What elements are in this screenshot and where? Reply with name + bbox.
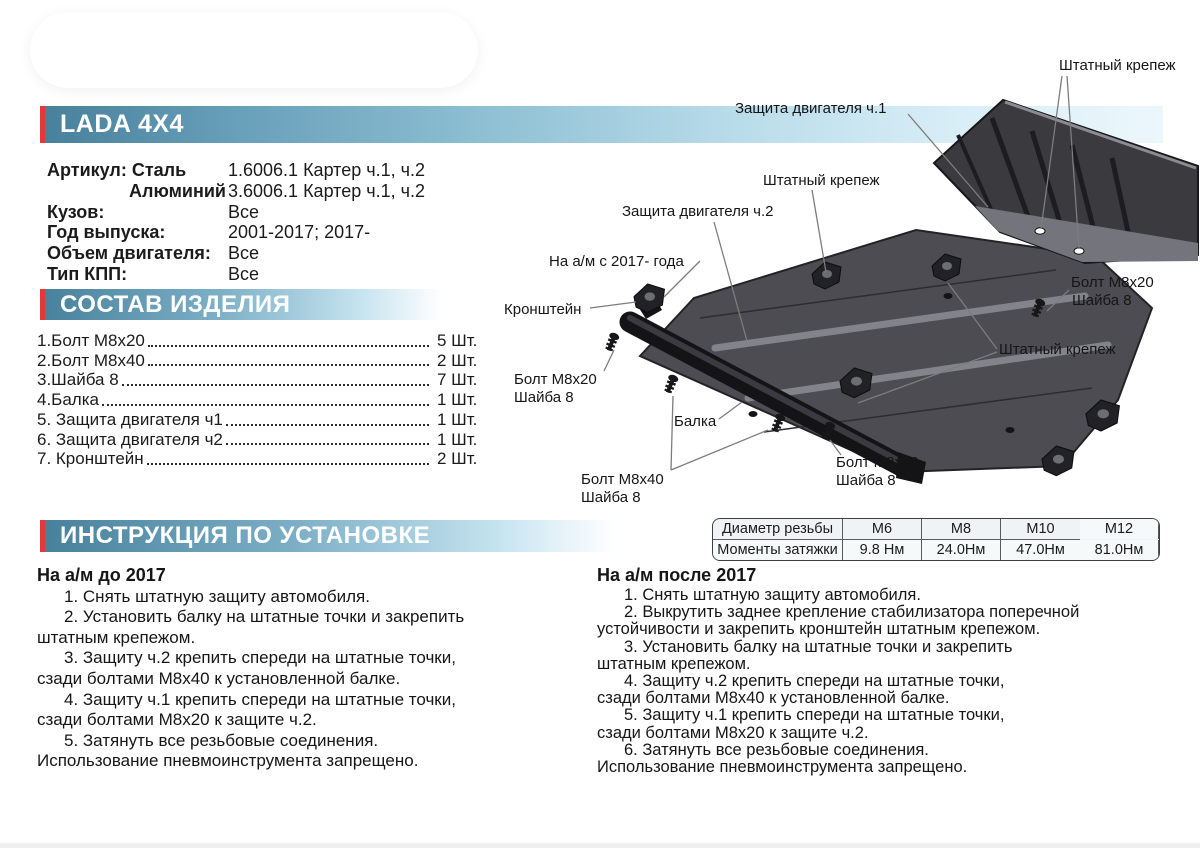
spec-row: Объем двигателя: Все (47, 243, 260, 264)
parts-title-bar (40, 289, 442, 320)
instructions-column-pre2017 (37, 565, 582, 772)
torque-table-cell: М10 (1001, 519, 1080, 540)
torque-table (712, 518, 1160, 561)
parts-list-item: 2.Болт М8х40 2 Шт. (37, 350, 478, 370)
torque-table-cell: 81.0Нм (1080, 540, 1159, 560)
torque-table-cell: 24.0Нм (922, 540, 1001, 560)
instruction-line: штатным крепежом. (597, 654, 751, 673)
instruction-line: сзади болтами М8х40 к установленной балке. (37, 668, 401, 688)
instruction-line: 1. Снять штатную защиту автомобиля. (64, 586, 370, 606)
spec-row: Кузов: Все (47, 201, 260, 222)
instruction-line: Использование пневмоинструмента запрещено. (37, 751, 419, 771)
instructions-column-post2017 (597, 565, 1192, 776)
parts-list-item: 3.Шайба 8 7 Шт. (37, 370, 478, 390)
diagram-label: На а/м с 2017- года (549, 253, 684, 270)
diagram-label: Штатный крепеж (999, 341, 1116, 358)
bolt-icon (663, 373, 680, 394)
spec-row: Алюминий 3.6006.1 Картер ч.1, ч.2 (129, 180, 426, 201)
parts-list-item: 4.Балка 1 Шт. (37, 390, 478, 410)
instruction-line: Использование пневмоинструмента запрещено. (597, 758, 968, 777)
model-title: LADA 4X4 (60, 110, 184, 138)
torque-table-cell: М8 (922, 519, 1001, 540)
red-accent-stripe (40, 520, 45, 552)
parts-list-item: 5. Защита двигателя ч1 1 Шт. (37, 409, 478, 429)
instruction-line: 1. Снять штатную защиту автомобиля. (624, 586, 921, 604)
instruction-line: 5. Защиту ч.1 крепить спереди на штатные точки, (624, 706, 1005, 725)
instructions-heading-pre2017: На а/м до 2017 (37, 565, 166, 585)
bolt-icon (604, 331, 621, 352)
spec-block (47, 160, 425, 285)
diagram-label: Болт М8х40 (581, 471, 664, 488)
diagram-label: Шайба 8 (1072, 292, 1132, 309)
diagram-label: Шайба 8 (836, 472, 896, 489)
diagram-label: Шайба 8 (581, 489, 641, 506)
diagram-label: Шайба 8 (514, 389, 574, 406)
instructions-title-bar (40, 520, 615, 552)
instruction-line: сзади болтами М8х40 к установленной балке. (597, 689, 950, 708)
instruction-line: штатным крепежом. (37, 627, 196, 647)
diagram-label: Штатный крепеж (1059, 57, 1176, 74)
diagram-label: Защита двигателя ч.2 (622, 203, 774, 220)
torque-table-cell: 9.8 Нм (843, 540, 922, 560)
instruction-line: устойчивости и закрепить кронштейн штатным крепежом. (597, 620, 1041, 639)
diagram-label: Болт М8х20 (1071, 274, 1154, 291)
parts-list-item: 7. Кронштейн 2 Шт. (37, 449, 478, 469)
instruction-line: сзади болтами М8х20 к защите ч.2. (597, 723, 869, 742)
instructions-heading-post2017: На а/м после 2017 (597, 565, 757, 585)
parts-section-title: СОСТАВ ИЗДЕЛИЯ (60, 290, 291, 318)
spec-row: Тип КПП: Все (47, 263, 260, 284)
instruction-line: 5. Затянуть все резьбовые соединения. (64, 730, 379, 750)
torque-table-cell: М6 (843, 519, 922, 540)
page-bottom-edge (0, 843, 1200, 848)
instruction-line: 3. Установить балку на штатные точки и закрепить (624, 637, 1013, 656)
instruction-line: 3. Защиту ч.2 крепить спереди на штатные точки, (64, 648, 456, 668)
torque-table-cell: Диаметр резьбы (713, 519, 843, 540)
parts-list-item: 1.Болт М8х20 5 Шт. (37, 331, 478, 350)
instruction-line: сзади болтами М8х20 к защите ч.2. (37, 710, 317, 730)
torque-table-cell: Моменты затяжки (713, 540, 843, 560)
parts-list-item: 6. Защита двигателя ч2 1 Шт. (37, 429, 478, 449)
instruction-line: 2. Выкрутить заднее крепление стабилизатора поперечной (624, 603, 1080, 622)
instructions-lines-post2017 (597, 587, 1192, 776)
brand-logo-placeholder (30, 12, 478, 88)
spec-row: Год выпуска: 2001-2017; 2017- (47, 222, 371, 243)
diagram-label: Болт М8х20 (514, 371, 597, 388)
instruction-line: 2. Установить балку на штатные точки и закрепить (64, 607, 465, 627)
diagram-label: Балка (674, 413, 717, 430)
parts-list (37, 331, 489, 469)
torque-table-cell: М12 (1080, 519, 1159, 539)
red-accent-stripe (40, 289, 45, 320)
instruction-line: 4. Защиту ч.2 крепить спереди на штатные точки, (624, 672, 1005, 691)
instructions-lines-pre2017 (37, 587, 582, 772)
diagram-label: Болт М8х20 (836, 454, 919, 471)
red-accent-stripe (40, 106, 45, 143)
instruction-line: 4. Защиту ч.1 крепить спереди на штатные точки, (64, 689, 456, 709)
spec-row: Артикул: Сталь 1.6006.1 Картер ч.1, ч.2 (47, 160, 426, 180)
diagram-label: Штатный крепеж (763, 172, 880, 189)
instruction-line: 6. Затянуть все резьбовые соединения. (624, 740, 929, 759)
diagram-label: Кронштейн (504, 301, 582, 318)
instructions-section-title: ИНСТРУКЦИЯ ПО УСТАНОВКЕ (60, 522, 431, 549)
diagram-label: Защита двигателя ч.1 (735, 100, 887, 117)
torque-table-cell: 47.0Нм (1001, 540, 1080, 560)
